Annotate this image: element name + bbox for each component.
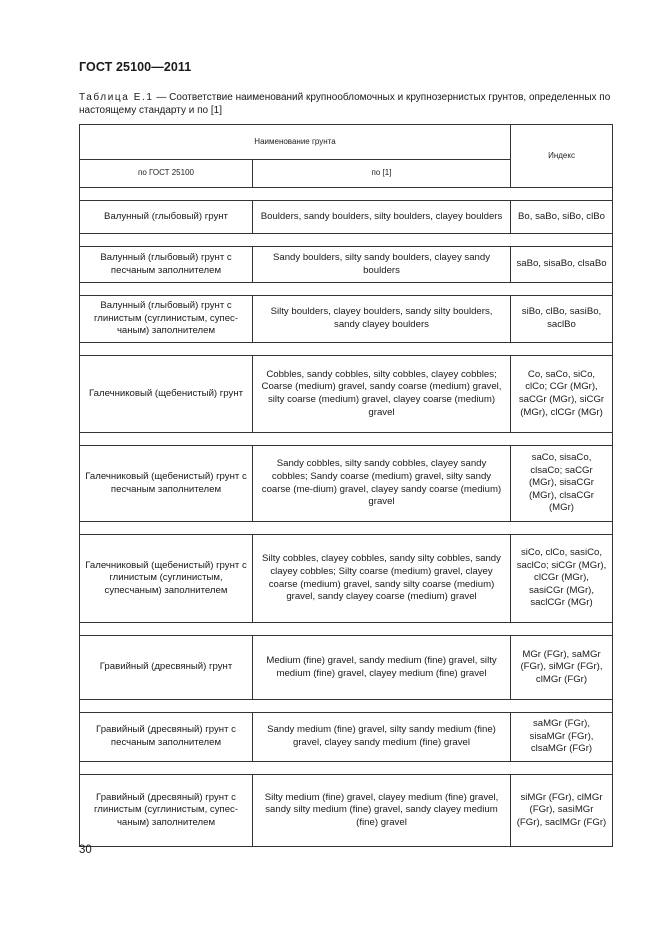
table-spacer	[80, 283, 613, 296]
table-row	[80, 296, 613, 343]
cell-index: saBo, sisaBo, clsaBo	[511, 247, 613, 283]
cell-gost: Гравийный (дресвяный) грунт с песчаным заполнителем	[80, 713, 253, 762]
cell-index: Co, saCo, siCo, clCo; CGr (MGr), saCGr (MGr), siCGr (MGr), clCGr (MGr)	[511, 356, 613, 433]
cell-index: siMGr (FGr), clMGr (FGr), sasiMGr (FGr), saclMGr (FGr)	[511, 775, 613, 847]
table-row	[80, 247, 613, 283]
cell-gost: Галечниковый (щебенистый) грунт с глинистым (суглинистым, супесчаным) заполнителем	[80, 535, 253, 623]
cell-ref: Sandy medium (fine) gravel, silty sandy medium (fine) gravel, clayey sandy medium (fine) gravel	[253, 713, 511, 762]
table-spacer	[80, 433, 613, 446]
table-spacer	[80, 762, 613, 775]
cell-gost: Гравийный (дресвяный) грунт	[80, 636, 253, 700]
cell-gost: Галечниковый (щебенистый) грунт с песчаным заполнителем	[80, 446, 253, 522]
cell-ref: Silty medium (fine) gravel, clayey medium (fine) gravel, sandy silty medium (fine) gravel, sandy clayey medium (fine) gravel	[253, 775, 511, 847]
cell-ref: Silty boulders, clayey boulders, sandy silty boulders, sandy clayey boulders	[253, 296, 511, 343]
cell-index: siBo, clBo, sasiBo, saclBo	[511, 296, 613, 343]
table-caption-label: Таблица Е.1	[79, 92, 154, 103]
table-row	[80, 356, 613, 433]
table-spacer	[80, 343, 613, 356]
cell-ref: Medium (fine) gravel, sandy medium (fine) gravel, silty medium (fine) gravel, clayey medium (fine) gravel	[253, 636, 511, 700]
cell-ref: Sandy cobbles, silty sandy cobbles, clayey sandy cobbles; Sandy coarse (medium) gravel, silty sandy coarse (me-dium) gravel, clayey sandy coarse (medium) gravel	[253, 446, 511, 522]
cell-gost: Валунный (глыбовый) грунт с глинистым (суглинистым, супес-чаным) заполнителем	[80, 296, 253, 343]
cell-ref: Silty cobbles, clayey cobbles, sandy silty cobbles, sandy clayey cobbles; Silty coarse (medium) gravel, clayey coarse (medium) gravel, sandy silty coarse (medium) gravel, sandy clayey coarse (medium) gravel	[253, 535, 511, 623]
header-index: Индекс	[511, 125, 613, 188]
table-row	[80, 775, 613, 847]
table-row	[80, 535, 613, 623]
table-caption-text: — Соответствие наименований крупнообломочных и крупнозернистых грунтов, определенных по настоящему стандарту и по [1]	[79, 92, 611, 116]
cell-gost: Валунный (глыбовый) грунт	[80, 201, 253, 234]
table-spacer	[80, 522, 613, 535]
header-gost: по ГОСТ 25100	[80, 160, 253, 188]
table-spacer	[80, 700, 613, 713]
table-spacer	[80, 623, 613, 636]
header-soil-name: Наименование грунта	[80, 125, 511, 160]
table-row	[80, 201, 613, 234]
document-header: ГОСТ 25100—2011	[79, 60, 192, 74]
cell-ref: Sandy boulders, silty sandy boulders, clayey sandy boulders	[253, 247, 511, 283]
cell-gost: Валунный (глыбовый) грунт с песчаным заполнителем	[80, 247, 253, 283]
table-spacer	[80, 234, 613, 247]
table-caption	[79, 91, 613, 117]
cell-gost: Галечниковый (щебенистый) грунт	[80, 356, 253, 433]
cell-index: Bo, saBo, siBo, clBo	[511, 201, 613, 234]
table-spacer	[80, 188, 613, 201]
header-ref: по [1]	[253, 160, 511, 188]
cell-index: saCo, sisaCo, clsaCo; saCGr (MGr), sisaCGr (MGr), clsaCGr (MGr)	[511, 446, 613, 522]
table-row	[80, 446, 613, 522]
cell-index: siCo, clCo, sasiCo, saclCo; siCGr (MGr), clCGr (MGr), sasiCGr (MGr), saclCGr (MGr)	[511, 535, 613, 623]
cell-ref: Cobbles, sandy cobbles, silty cobbles, clayey cobbles; Coarse (medium) gravel, sandy coarse (medium) gravel, silty coarse (medium) gravel, clayey coarse (medium) gravel	[253, 356, 511, 433]
table-row	[80, 713, 613, 762]
cell-index: MGr (FGr), saMGr (FGr), siMGr (FGr), clMGr (FGr)	[511, 636, 613, 700]
table-row	[80, 636, 613, 700]
cell-gost: Гравийный (дресвяный) грунт с глинистым (суглинистым, супес-чаным) заполнителем	[80, 775, 253, 847]
page-number: 30	[79, 844, 92, 856]
cell-index: saMGr (FGr), sisaMGr (FGr), clsaMGr (FGr)	[511, 713, 613, 762]
cell-ref: Boulders, sandy boulders, silty boulders, clayey boulders	[253, 201, 511, 234]
soil-names-table	[79, 124, 613, 847]
